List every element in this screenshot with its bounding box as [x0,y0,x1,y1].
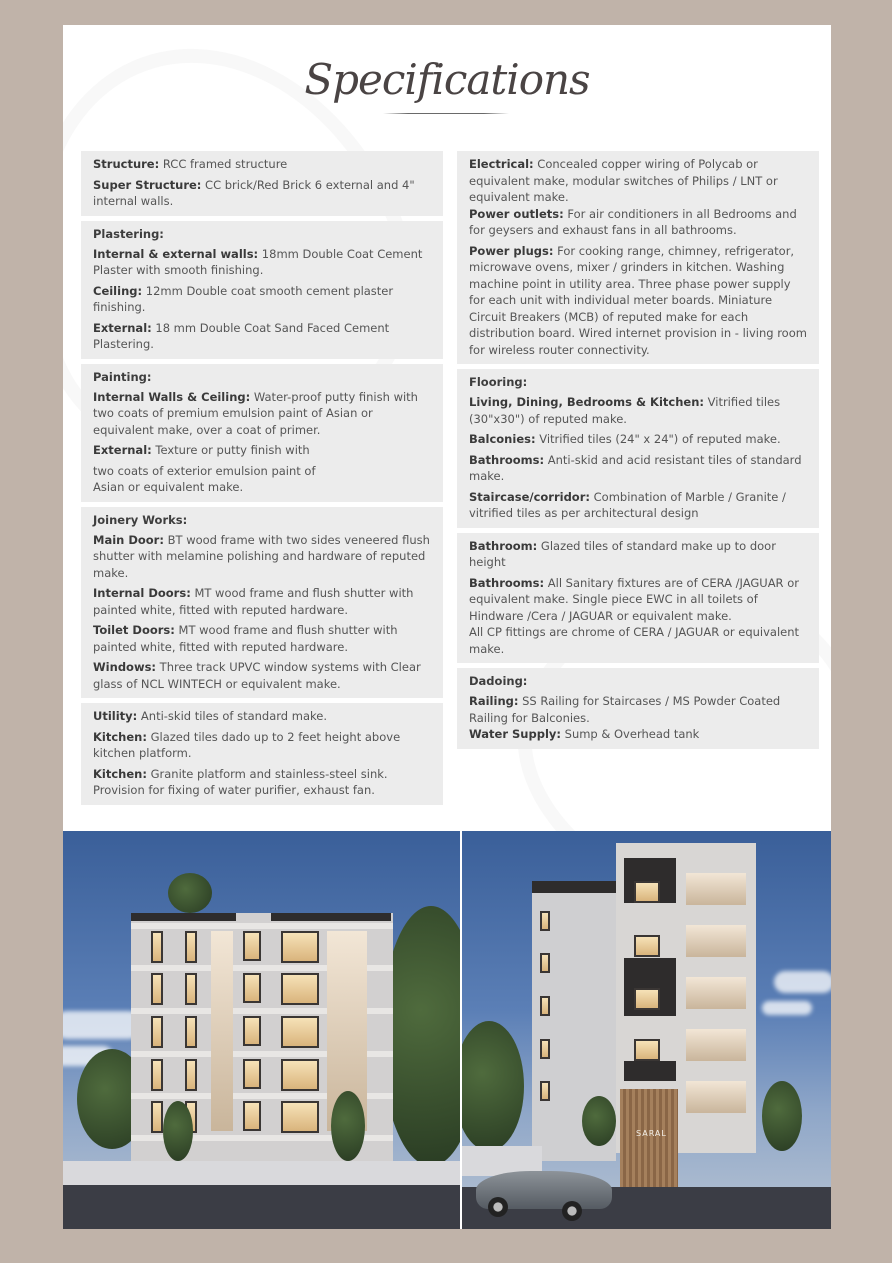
spec-item: Super Structure: CC brick/Red Brick 6 external and 4" internal walls. [93,177,415,208]
spec-item: Water Supply: Sump & Overhead tank [469,727,700,741]
spec-item: Utility: Anti-skid tiles of standard make. [93,709,327,723]
spec-item: Kitchen: Granite platform and stainless-steel sink. Provision for fixing of water purifier, exhaust fan. [93,766,388,797]
section-heading: Flooring: [469,375,528,389]
tree [168,873,212,913]
specifications-page [63,25,831,831]
spec-box-bathroom [457,533,819,664]
spec-item: Bathrooms: Anti-skid and acid resistant tiles of standard make. [469,452,802,483]
tree [331,1091,365,1161]
spec-item: Balconies: Vitrified tiles (24" x 24") of reputed make. [469,432,781,446]
tree [163,1101,193,1161]
building-perspective-render [462,831,831,1229]
page-title: Specifications [304,55,590,104]
building-front-elevation-render [63,831,460,1229]
spec-box-plastering [81,221,443,359]
spec-box-flooring [457,369,819,528]
spec-item: Living, Dining, Bedrooms & Kitchen: Vitrified tiles (30"x30") of reputed make. [469,395,781,426]
spec-item: Bathrooms: All Sanitary fixtures are of CERA /JAGUAR or equivalent make. Single piece EWC in all toilets of Hindware /Cera / JAGUAR or equivalent make. [469,575,799,623]
entrance-signage-panel [620,1089,678,1189]
spec-box-utility-kitchen [81,703,443,805]
spec-item: Internal Doors: MT wood frame and flush shutter with painted white, fitted with reputed hardware. [93,586,414,617]
spec-item: two coats of exterior emulsion paint of Asian or equivalent make. [93,463,316,494]
spec-box-electrical [457,151,819,364]
right-spec-column [457,151,819,754]
left-spec-column [81,151,443,810]
spec-box-painting [81,364,443,502]
spec-box-structure [81,151,443,216]
spec-item: Toilet Doors: MT wood frame and flush shutter with painted white, fitted with reputed hardware. [93,623,398,654]
spec-item: External: 18 mm Double Coat Sand Faced Cement Plastering. [93,320,390,351]
spec-box-joinery [81,507,443,699]
spec-item: Internal & external walls: 18mm Double Coat Cement Plaster with smooth finishing. [93,246,423,277]
title-divider [383,113,509,114]
spec-item: Ceiling: 12mm Double coat smooth cement plaster finishing. [93,283,394,314]
boundary-wall [63,1161,460,1185]
spec-item: Electrical: Concealed copper wiring of Polycab or equivalent make, modular switches of Philips / LNT or equivalent make. [469,157,778,204]
spec-item: Power plugs: For cooking range, chimney, refrigerator, microwave ovens, mixer / grinders in kitchen. Washing machine point in utility area. Three phase power supply for each unit with individual meter boards. Miniature Circuit Breakers (MCB) of reputed make for each distribution board. Wired internet provision in - living room for wireless router connectivity. [469,243,807,357]
spec-item: Power outlets: For air conditioners in all Bedrooms and for geysers and exhaust fans in all bathrooms. [469,206,797,237]
spec-item: Railing: SS Railing for Staircases / MS Powder Coated Railing for Balconies. [469,694,781,725]
spec-item: External: Texture or putty finish with [93,443,310,457]
section-heading: Joinery Works: [93,512,188,527]
section-heading: Dadoing: [469,674,528,688]
spec-item: Structure: RCC framed structure [93,157,288,171]
tree [582,1096,616,1146]
spec-item: Bathroom: Glazed tiles of standard make up to door height [469,538,776,569]
spec-item: All CP fittings are chrome of CERA / JAGUAR or equivalent make. [469,625,800,656]
road [63,1185,460,1229]
building-renders [63,831,831,1229]
spec-item: Internal Walls & Ceiling: Water-proof putty finish with two coats of premium emulsion paint of Asian or equivalent make, over a coat of primer. [93,389,418,437]
spec-item: Main Door: BT wood frame with two sides veneered flush shutter with melamine polishing and hardware of reputed make. [93,532,430,580]
spec-item: Windows: Three track UPVC window systems with Clear glass of NCL WINTECH or equivalent make. [93,660,421,691]
spec-item: Staircase/corridor: Combination of Marble / Granite / vitrified tiles as per architectural design [469,489,786,520]
section-heading: Plastering: [93,226,164,241]
spec-box-dadoing [457,668,819,749]
spec-item: Kitchen: Glazed tiles dado up to 2 feet height above kitchen platform. [93,729,401,760]
signage-text: SARAL [636,1129,667,1138]
tree [762,1081,802,1151]
section-heading: Painting: [93,369,152,384]
